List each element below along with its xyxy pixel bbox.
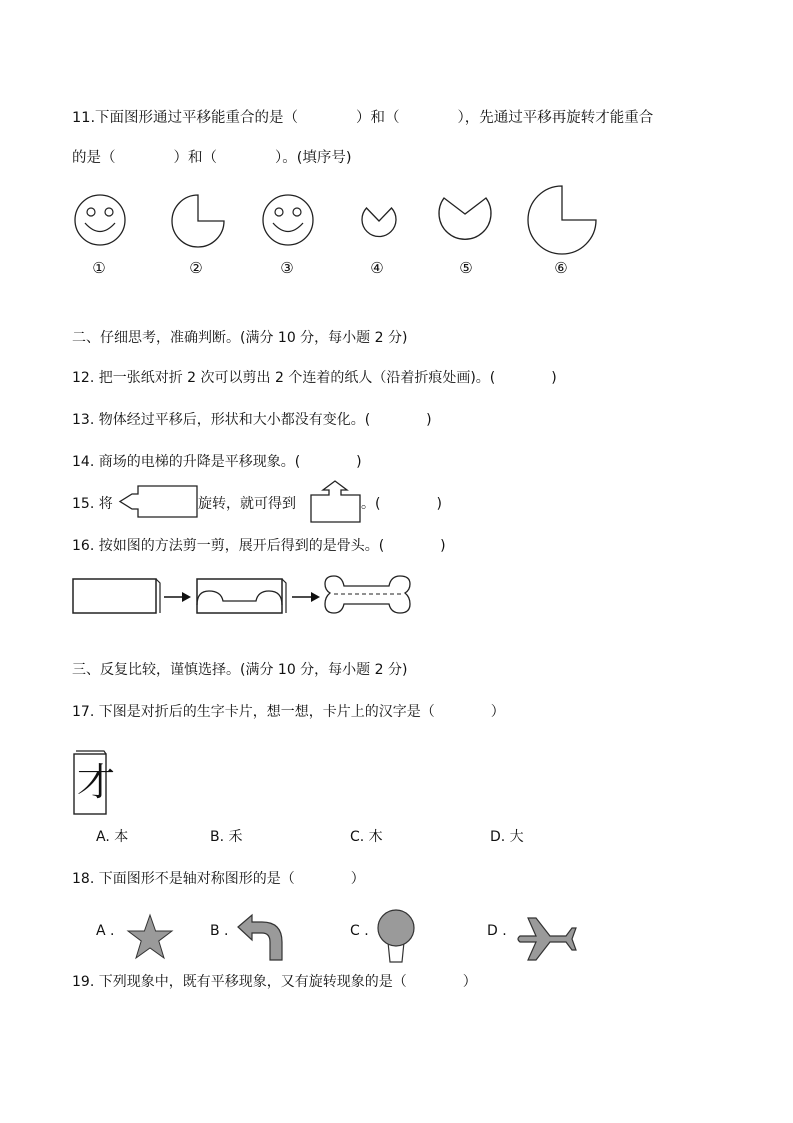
large-notched-circle-shape-5 [438, 192, 494, 244]
shape-label-2: ② [189, 259, 203, 277]
small-notched-circle-shape-4 [359, 203, 401, 239]
card-character: 才 [77, 760, 116, 804]
left-arrow-box-shape [118, 485, 200, 519]
q18-option-d-label: D . [487, 923, 507, 939]
shape-label-6: ⑥ [554, 259, 568, 277]
shape-label-1: ① [92, 259, 106, 277]
bone-shape-result [325, 576, 410, 613]
q15-text-start: 15. 将 [72, 496, 113, 512]
q17-option-d: D. 大 [490, 829, 524, 845]
q18-option-c-label: C . [350, 923, 369, 939]
q17-option-c: C. 木 [350, 829, 383, 845]
star-icon [126, 913, 174, 961]
q18-text: 18. 下面图形不是轴对称图形的是（ ） [72, 871, 365, 887]
q17-option-b: B. 禾 [210, 829, 243, 845]
arrow-right-icon-2 [292, 592, 320, 602]
shape-label-5: ⑤ [459, 259, 473, 277]
arrow-right-icon-1 [164, 592, 191, 602]
q17-option-a: A. 本 [96, 829, 129, 845]
turn-left-arrow-icon [236, 914, 286, 962]
shape-label-3: ③ [280, 259, 294, 277]
q19-text: 19. 下列现象中，既有平移现象，又有旋转现象的是（ ） [72, 974, 477, 990]
q11-line1: 11.下面图形通过平移能重合的是（ ）和（ ），先通过平移再旋转才能重合 [72, 110, 654, 126]
quarter-cut-circle-shape-2 [170, 193, 226, 249]
shape-label-4: ④ [370, 259, 384, 277]
up-arrow-box-shape [309, 480, 363, 524]
q11-line2: 的是（ ）和（ ）。(填序号) [72, 150, 352, 166]
folded-paper-cut-step-2 [197, 579, 286, 613]
section3-heading: 三、反复比较，谨慎选择。(满分 10 分，每小题 2 分) [72, 662, 408, 678]
q15-text-end: 。( ) [361, 496, 442, 512]
smiley-face-shape-1 [73, 195, 129, 245]
q15-text-middle: 旋转，就可得到 [198, 496, 296, 512]
q18-option-a-label: A . [96, 923, 115, 939]
half-character-clip [77, 760, 116, 804]
airplane-icon [514, 914, 578, 964]
q18-option-b-label: B . [210, 923, 229, 939]
q13-text: 13. 物体经过平移后，形状和大小都没有变化。( ) [72, 412, 432, 428]
folded-paper-step-1 [73, 579, 160, 613]
ping-pong-paddle-icon [374, 908, 418, 964]
q16-text: 16. 按如图的方法剪一剪，展开后得到的是骨头。( ) [72, 538, 446, 554]
large-quarter-cut-circle-shape-6 [528, 186, 600, 258]
q17-text: 17. 下图是对折后的生字卡片，想一想，卡片上的汉字是（ ） [72, 704, 505, 720]
q14-text: 14. 商场的电梯的升降是平移现象。( ) [72, 454, 362, 470]
smiley-face-shape-3 [262, 195, 318, 245]
paper-cutting-bone-diagram [72, 575, 417, 620]
section2-heading: 二、仔细思考，准确判断。(满分 10 分，每小题 2 分) [72, 330, 408, 346]
q12-text: 12. 把一张纸对折 2 次可以剪出 2 个连着的纸人（沿着折痕处画)。( ) [72, 370, 557, 386]
folded-character-card [72, 748, 116, 816]
